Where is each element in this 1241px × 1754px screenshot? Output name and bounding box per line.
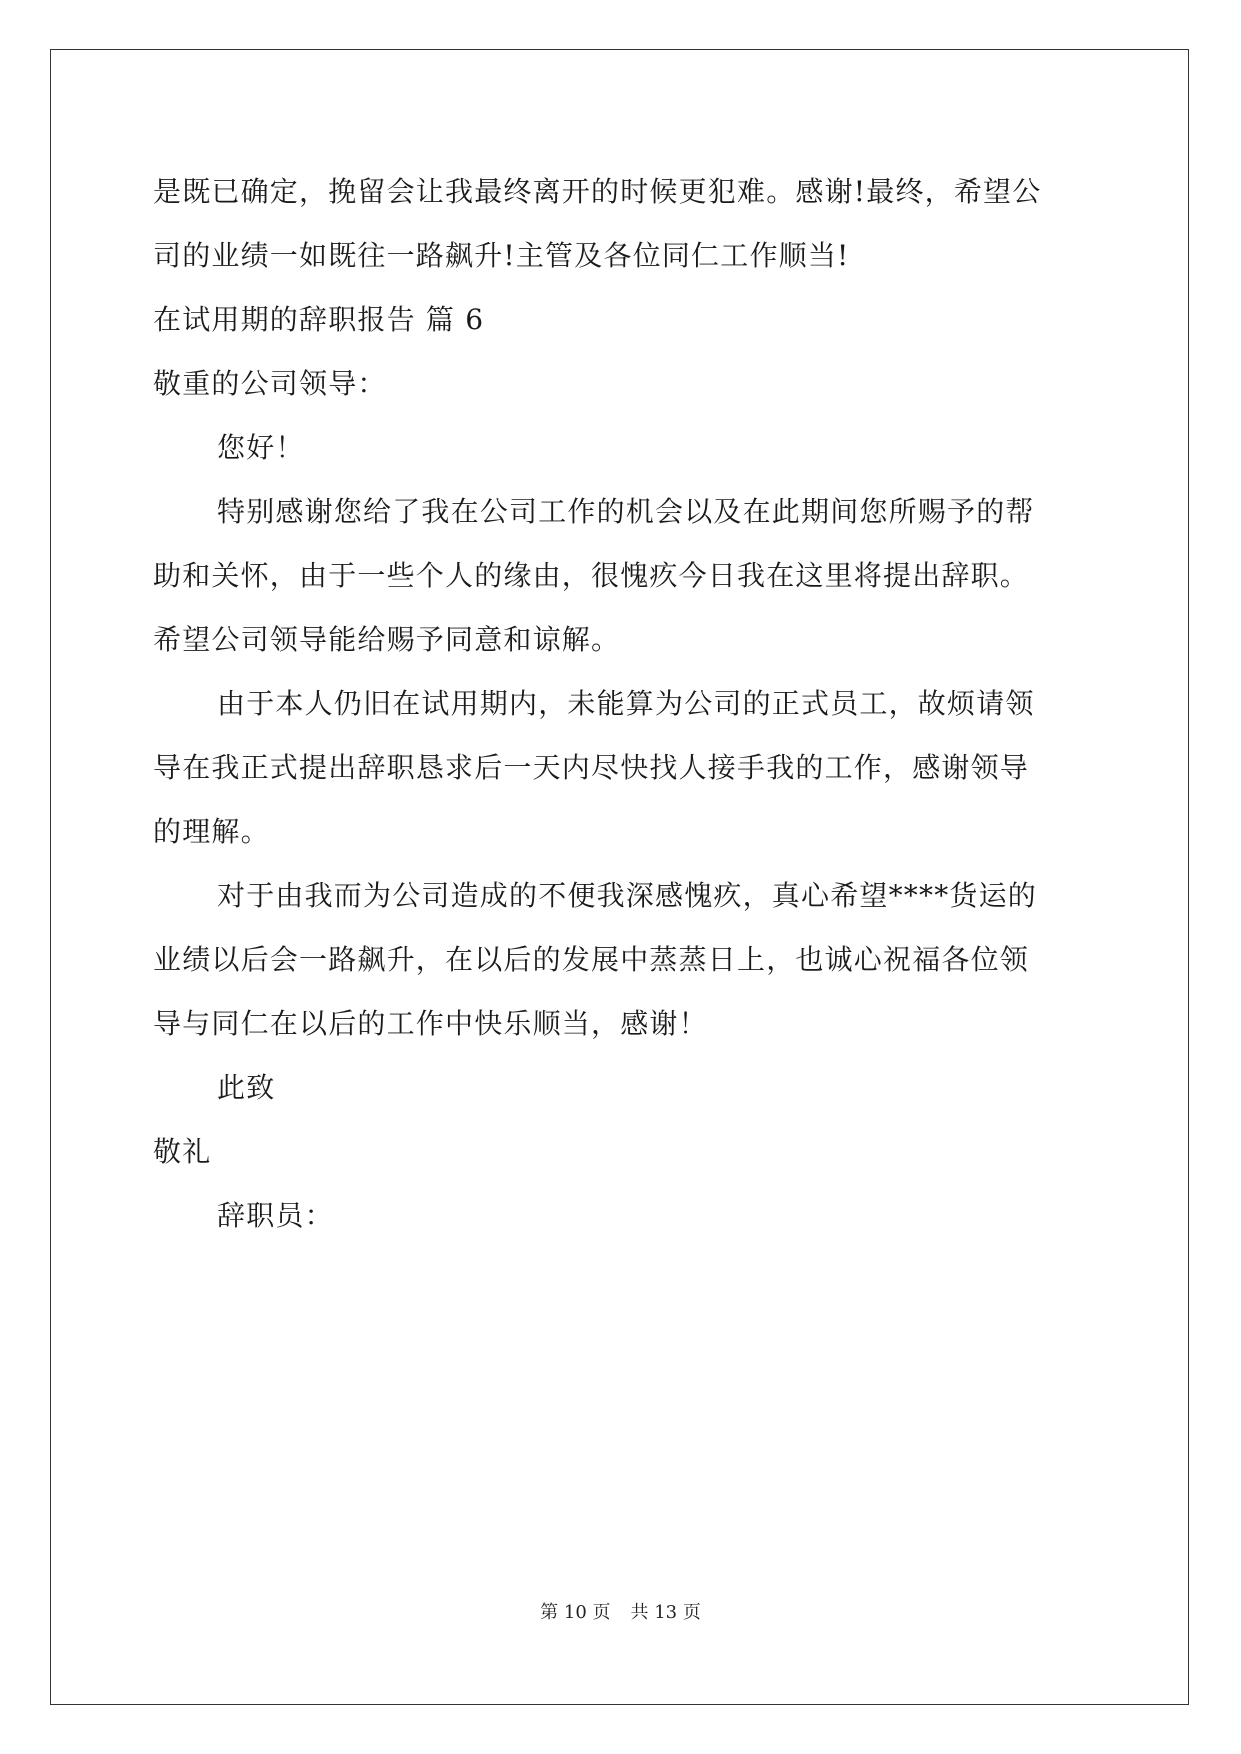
- text-line: 特别感谢您给了我在公司工作的机会以及在此期间您所赐予的帮: [217, 495, 1035, 528]
- text-line: 导在我正式提出辞职恳求后一天内尽快找人接手我的工作，感谢领导: [153, 751, 1030, 784]
- text-line: 助和关怀，由于一些个人的缘由，很愧疚今日我在这里将提出辞职。: [153, 559, 1030, 592]
- text-line: 对于由我而为公司造成的不便我深感愧疚，真心希望****货运的: [217, 879, 1038, 912]
- text-line: 希望公司领导能给赐予同意和谅解。: [153, 623, 621, 656]
- page-number: 第 10 页: [540, 1602, 611, 1623]
- salutation: 敬重的公司领导：: [153, 367, 387, 400]
- closing-salute: 敬礼: [153, 1135, 212, 1168]
- section-heading: 在试用期的辞职报告 篇 6: [153, 303, 485, 336]
- page-footer: [0, 1600, 1241, 1626]
- text-line: 导与同仁在以后的工作中快乐顺当，感谢！: [153, 1007, 708, 1040]
- total-pages: 共 13 页: [630, 1602, 701, 1623]
- greeting: 您好！: [217, 431, 305, 464]
- text-line: 的理解。: [153, 815, 270, 848]
- signature-label: 辞职员：: [217, 1199, 334, 1232]
- text-line: 业绩以后会一路飙升，在以后的发展中蒸蒸日上，也诚心祝福各位领: [153, 943, 1030, 976]
- text-line: 是既已确定，挽留会让我最终离开的时候更犯难。感谢!最终，希望公: [153, 175, 1042, 208]
- text-line: 由于本人仍旧在试用期内，未能算为公司的正式员工，故烦请领: [217, 687, 1035, 720]
- closing-phrase: 此致: [217, 1071, 276, 1104]
- text-line: 司的业绩一如既往一路飙升!主管及各位同仁工作顺当!: [153, 239, 850, 272]
